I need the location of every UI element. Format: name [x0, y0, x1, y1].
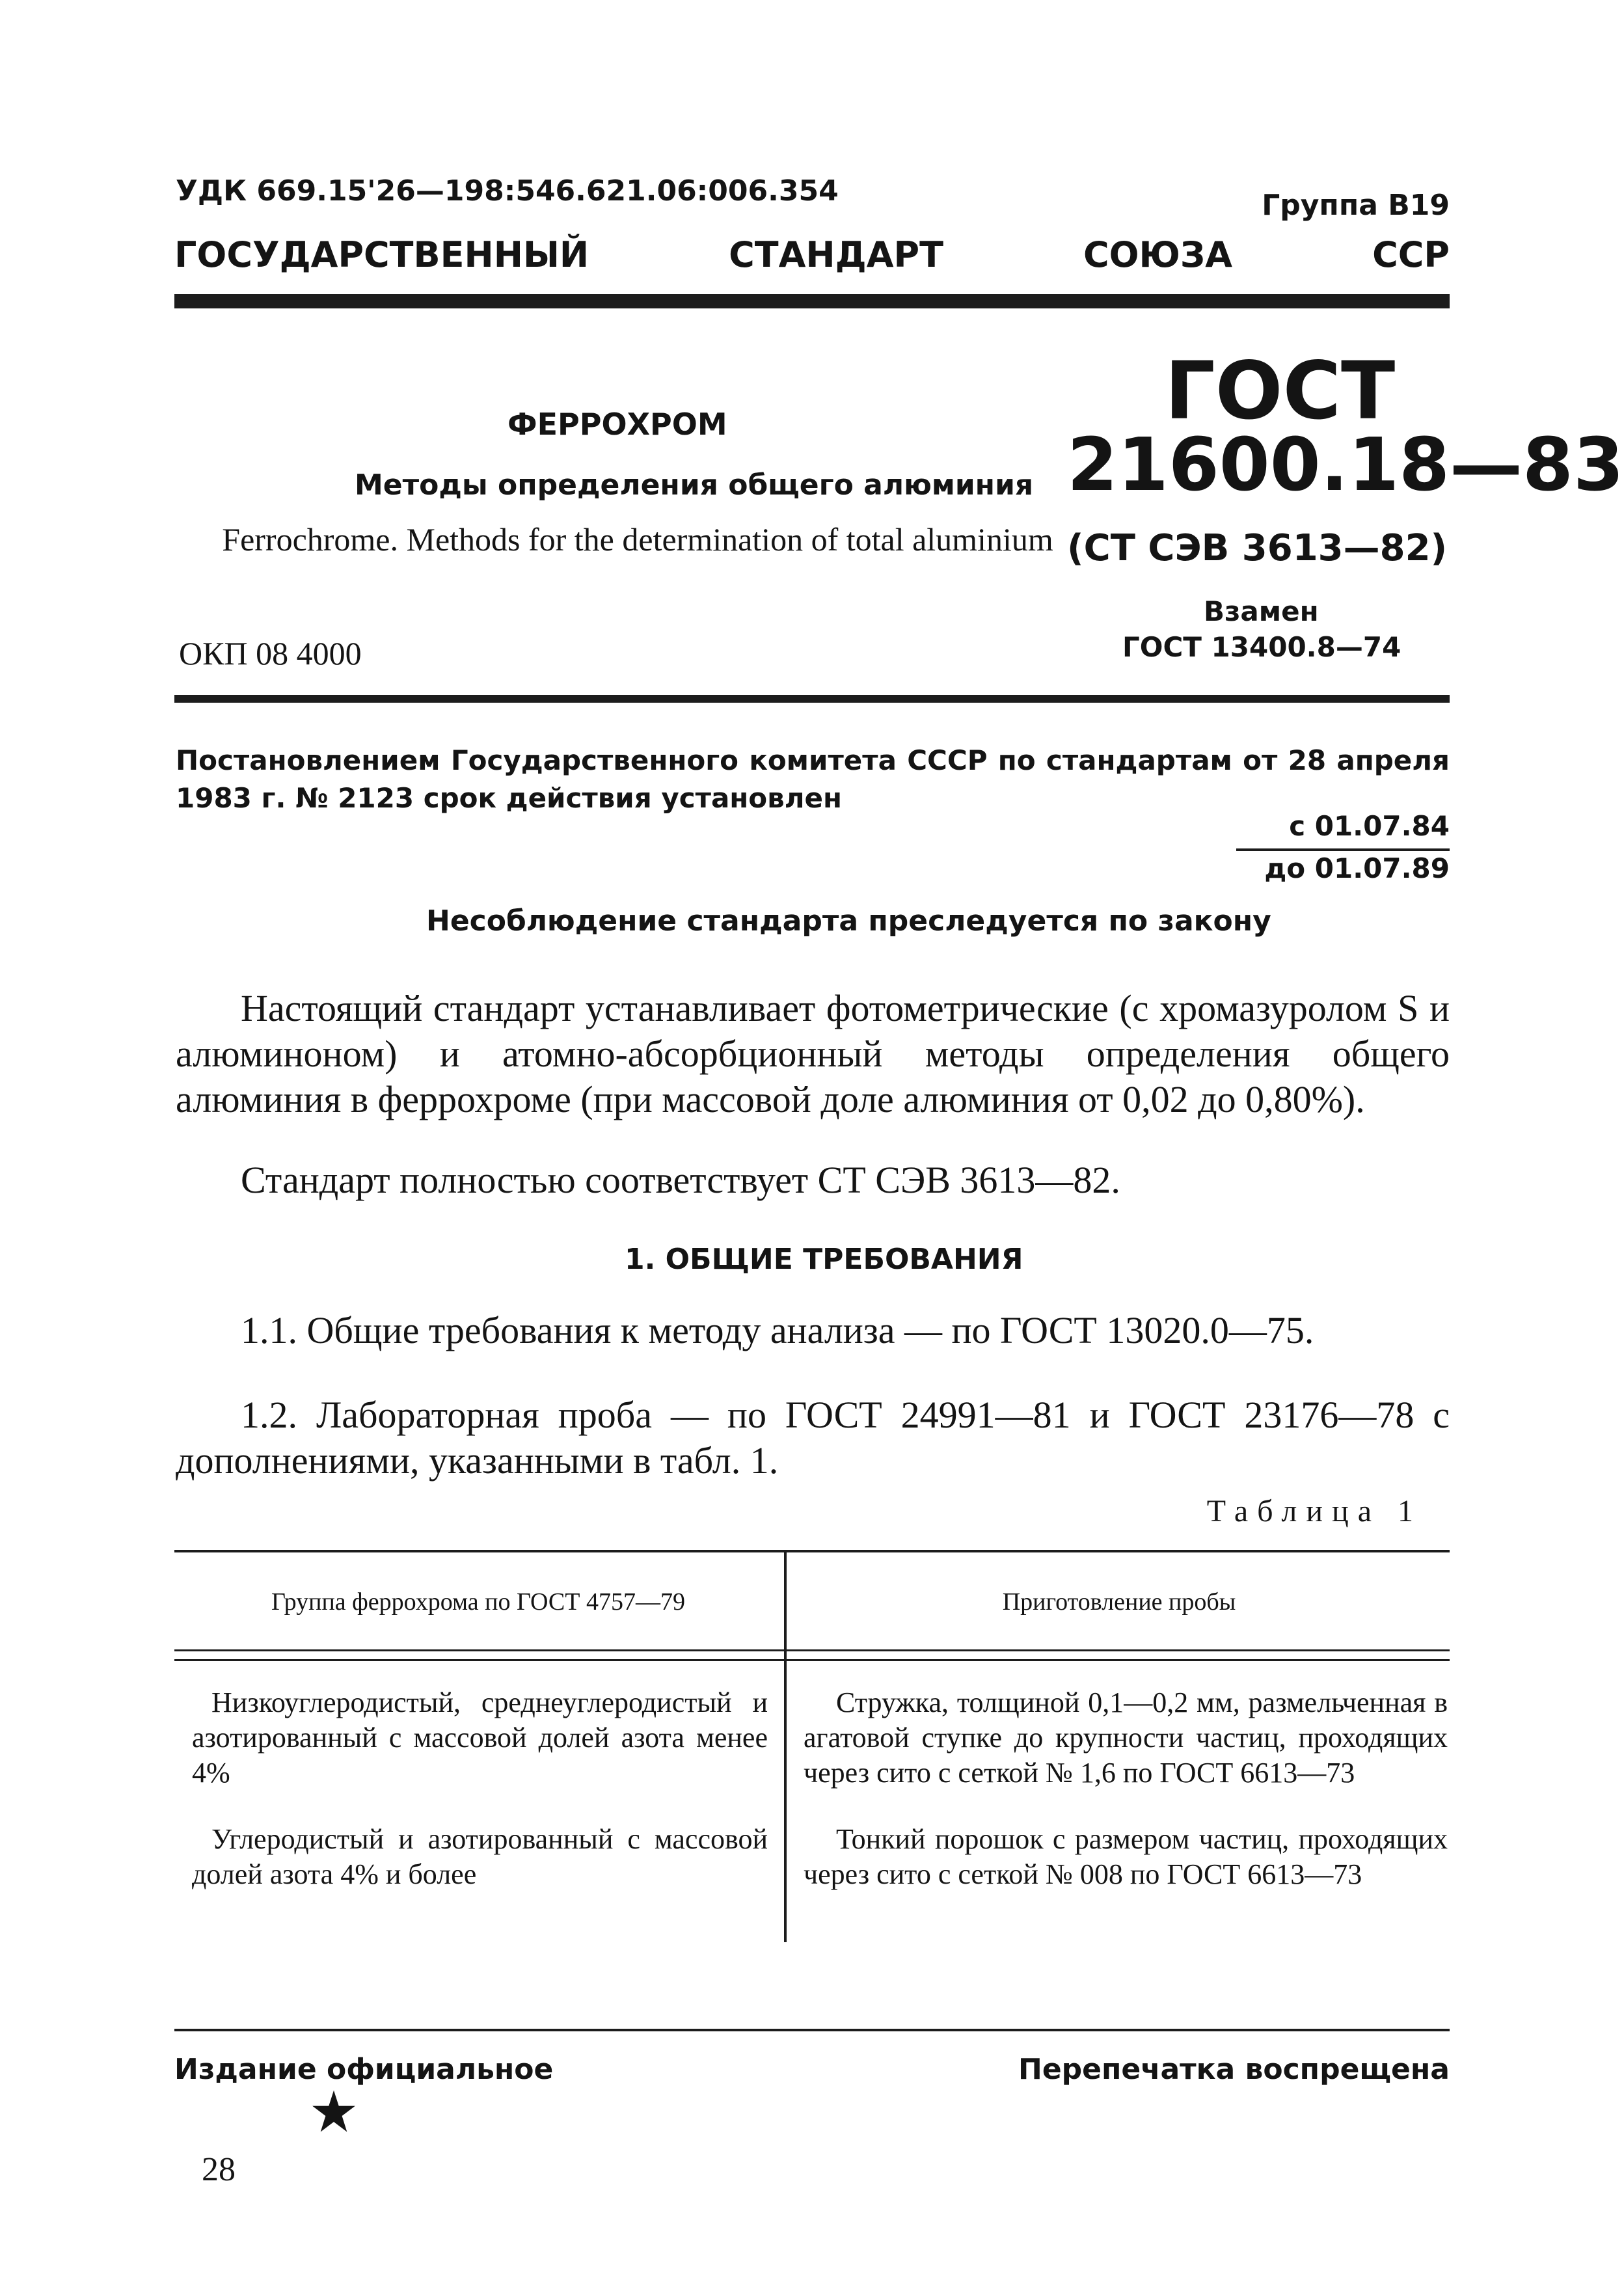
- table-cell: Углеродистый и азотированный с массовой долей азота 4% и более: [192, 1823, 768, 1890]
- validity-divider: [1236, 848, 1450, 851]
- star-icon: [311, 2089, 357, 2134]
- standard-banner: [174, 234, 1450, 275]
- table-header-rule: [174, 1649, 1450, 1651]
- st-sev-reference: (СТ СЭВ 3613—82): [1067, 527, 1448, 569]
- section-rule: [174, 695, 1450, 703]
- table-cell: Низкоуглеродистый, среднеуглеродистый и азотированный с массовой долей азота менее 4%: [192, 1686, 768, 1789]
- gost-label: ГОСТ: [1165, 345, 1396, 437]
- valid-to-date: до 01.07.89: [1264, 852, 1450, 884]
- group-code: Группа В19: [1262, 189, 1450, 222]
- banner-word: ГОСУДАРСТВЕННЫЙ: [174, 234, 589, 275]
- section-heading: 1. ОБЩИЕ ТРЕБОВАНИЯ: [625, 1243, 1023, 1276]
- header-rule: [174, 294, 1450, 308]
- product-title: ФЕРРОХРОМ: [508, 407, 727, 442]
- table-top-rule: [174, 1550, 1450, 1552]
- valid-from-date: с 01.07.84: [1289, 810, 1450, 842]
- table-header-group: Группа феррохрома по ГОСТ 4757—79: [271, 1588, 685, 1616]
- methods-subtitle: Методы определения общего алюминия: [355, 468, 1034, 502]
- banner-word: СОЮЗА: [1083, 234, 1233, 275]
- table-cell: Стружка, толщиной 0,1—0,2 мм, размельченная в агатовой ступке до крупности частиц, проходящих через сито с сеткой № 1,6 по ГОСТ 6613—73: [804, 1686, 1448, 1789]
- reprint-notice: Перепечатка воспрещена: [1018, 2053, 1450, 2086]
- udk-code: УДК 669.15'26—198:546.621.06:006.354: [176, 174, 839, 208]
- table-caption: Таблица 1: [1206, 1494, 1422, 1528]
- table-cell: Тонкий порошок с размером частиц, проходящих через сито с сеткой № 008 по ГОСТ 6613—73: [804, 1823, 1448, 1890]
- banner-word: ССР: [1372, 234, 1450, 275]
- replaces-label: Взамен: [1204, 595, 1319, 627]
- banner-word: СТАНДАРТ: [729, 234, 943, 275]
- penalty-notice: Несоблюдение стандарта преследуется по закону: [426, 904, 1271, 938]
- intro-paragraph: Настоящий стандарт устанавливает фотометрические (с хромазуролом S и алюминоном) и атомно-абсорбционный методы определения общего алюминия в феррохроме (при массовой доле алюминия от 0,02 до 0,80%).: [176, 987, 1450, 1120]
- table-column-divider: [784, 1552, 787, 1942]
- conformity-paragraph: Стандарт полностью соответствует СТ СЭВ 3613—82.: [241, 1159, 1120, 1201]
- page-number: 28: [202, 2151, 236, 2188]
- decree-text: Постановлением Государственного комитета СССР по стандартам от 28 апреля 1983 г. № 2123 срок действия установлен: [176, 744, 1450, 814]
- gost-number: 21600.18—83: [1067, 423, 1624, 508]
- table-header-rule: [174, 1659, 1450, 1661]
- english-title: Ferrochrome. Methods for the determination of total aluminium: [222, 521, 1053, 558]
- table-header-preparation: Приготовление пробы: [1002, 1588, 1236, 1616]
- okp-code: ОКП 08 4000: [179, 635, 362, 671]
- footer-rule: [174, 2029, 1450, 2031]
- clause-1-1: 1.1. Общие требования к методу анализа — по ГОСТ 13020.0—75.: [241, 1309, 1314, 1351]
- replaced-standard: ГОСТ 13400.8—74: [1122, 631, 1401, 663]
- edition-note: Издание официальное: [174, 2053, 554, 2086]
- clause-1-2: 1.2. Лабораторная проба — по ГОСТ 24991—81 и ГОСТ 23176—78 с дополнениями, указанными в табл. 1.: [176, 1394, 1450, 1482]
